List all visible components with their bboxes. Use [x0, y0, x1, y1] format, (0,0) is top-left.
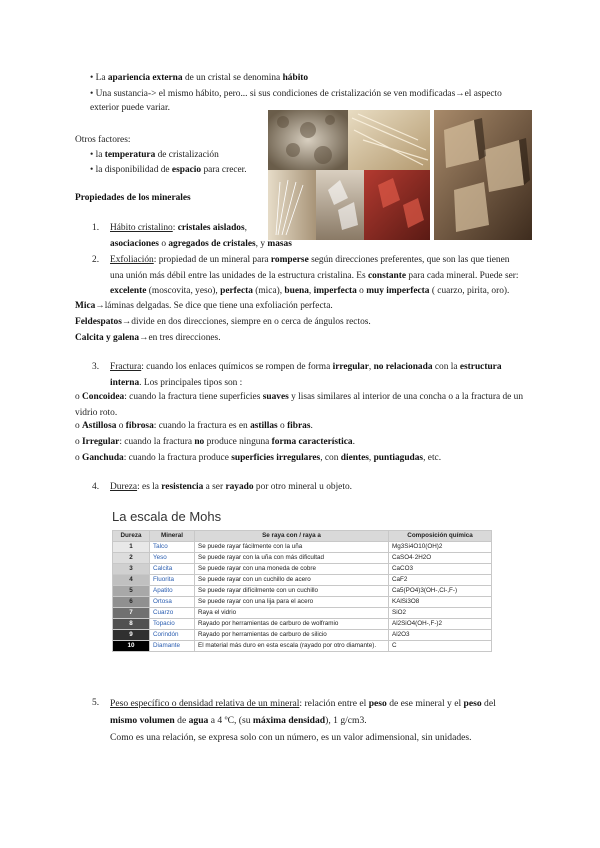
mohs-mineral: Calcita — [150, 563, 195, 574]
mohs-mineral: Talco — [150, 541, 195, 552]
item-3-number: 3. — [92, 362, 100, 372]
mohs-table — [112, 530, 492, 652]
mohs-dureza: 8 — [113, 618, 150, 629]
col-raya: Se raya con / raya a — [195, 530, 389, 541]
mohs-mineral: Corindón — [150, 629, 195, 640]
mohs-composicion: KAlSi3O8 — [389, 596, 492, 607]
mohs-mineral: Cuarzo — [150, 607, 195, 618]
item-4-dureza: Dureza: es la resistencia a ser rayado por otro mineral u objeto. — [110, 482, 352, 492]
mohs-row — [113, 629, 492, 640]
mohs-dureza: 6 — [113, 596, 150, 607]
mohs-row — [113, 640, 492, 651]
mohs-raya: Se puede rayar con una lija para el acero — [195, 596, 389, 607]
col-dureza: Dureza — [113, 530, 150, 541]
mohs-dureza: 7 — [113, 607, 150, 618]
mohs-raya: Se puede rayar con un cuchillo de acero — [195, 574, 389, 585]
mohs-composicion: CaF2 — [389, 574, 492, 585]
mohs-raya: Se puede rayar difícilmente con un cuchillo — [195, 585, 389, 596]
mohs-raya: Rayado por herramientas de carburo de wolframio — [195, 618, 389, 629]
col-mineral: Mineral — [150, 530, 195, 541]
mohs-row — [113, 585, 492, 596]
mineral-photo-collage — [268, 110, 430, 240]
mohs-dureza: 5 — [113, 585, 150, 596]
mohs-row — [113, 596, 492, 607]
mohs-row — [113, 618, 492, 629]
mohs-raya: El material más duro en esta escala (rayado por otro diamante). — [195, 640, 389, 651]
note-calcita: Calcita y galena→en tres direcciones. — [75, 333, 221, 343]
mohs-mineral: Diamante — [150, 640, 195, 651]
mohs-row — [113, 563, 492, 574]
mohs-composicion: C — [389, 640, 492, 651]
item-5-peso-especifico: Peso específico o densidad relativa de un mineral: relación entre el peso de ese mineral y el peso del mismo volumen de agua a 4 ºC, (su máxima densidad), 1 g/cm3. Como es una relación, se expresa solo con un número, es un valor adimensional, sin unidades. — [110, 698, 496, 743]
note-mica: Mica→láminas delgadas. Se dice que tiene una exfoliación perfecta. — [75, 301, 333, 311]
mohs-dureza: 3 — [113, 563, 150, 574]
mohs-raya: Se puede rayar fácilmente con la uña — [195, 541, 389, 552]
mohs-composicion: Ca5(PO4)3(OH-,Cl-,F-) — [389, 585, 492, 596]
mohs-figure — [112, 508, 492, 652]
item-1-habito: Hábito cristalino: cristales aislados, asociaciones o agregados de cristales, y masas — [110, 223, 292, 249]
fractura-irregular: o Irregular: cuando la fractura no produce ninguna forma característica. — [75, 437, 355, 447]
otros-item-temperatura: • la temperatura de cristalización — [90, 150, 219, 160]
mohs-composicion: Al2O3 — [389, 629, 492, 640]
section-title: Propiedades de los minerales — [75, 193, 191, 203]
mohs-composicion: Mg3Si4O10(OH)2 — [389, 541, 492, 552]
item-5-number: 5. — [92, 698, 100, 708]
mohs-dureza: 10 — [113, 640, 150, 651]
item-1-number: 1. — [92, 223, 100, 233]
mohs-composicion: CaSO4·2H2O — [389, 552, 492, 563]
fractura-ganchuda: o Ganchuda: cuando la fractura produce superficies irregulares, con dientes, puntiagudas, etc. — [75, 453, 442, 463]
mohs-composicion: CaCO3 — [389, 563, 492, 574]
mohs-row — [113, 541, 492, 552]
fractura-concoidea: o Concoidea: cuando la fractura tiene superficies suaves y lisas similares al interior de una concha o a la fractura de un vidrio roto. — [75, 392, 524, 418]
mohs-title: La escala de Mohs — [112, 509, 222, 524]
mineral-photo-crystals — [434, 110, 532, 240]
item-2-number: 2. — [92, 255, 100, 265]
mohs-raya: Se puede rayar con la uña con más dificultad — [195, 552, 389, 563]
mohs-mineral: Apatito — [150, 585, 195, 596]
mohs-row — [113, 607, 492, 618]
item-4-number: 4. — [92, 482, 100, 492]
mohs-raya: Se puede rayar con una moneda de cobre — [195, 563, 389, 574]
mohs-composicion: Al2SiO4(OH-,F-)2 — [389, 618, 492, 629]
otros-factores-heading: Otros factores: — [75, 135, 131, 145]
mohs-mineral: Topacio — [150, 618, 195, 629]
item-2-exfoliacion: Exfoliación: propiedad de un mineral para romperse según direcciones preferentes, que son las que tienen una unión más débil entre las unidades de la estructura cristalina. Es constante para cada mineral. Puede ser: excelente (moscovita, yeso), perfecta (mica), buena, imperfecta o muy imperfecta ( cuarzo, pirita, oro). — [110, 255, 519, 297]
mohs-mineral: Yeso — [150, 552, 195, 563]
mohs-dureza: 1 — [113, 541, 150, 552]
mohs-mineral: Ortosa — [150, 596, 195, 607]
mohs-dureza: 4 — [113, 574, 150, 585]
mohs-raya: Raya el vidrio — [195, 607, 389, 618]
bullet-habito: • La apariencia externa de un cristal se denomina hábito — [90, 73, 309, 83]
otros-item-espacio: • la disponibilidad de espacio para crecer. — [90, 165, 247, 175]
bullet-sustancia: • Una sustancia-> el mismo hábito, pero... si sus condiciones de cristalización se ven modificadas→el aspecto exterior puede variar. — [90, 89, 502, 113]
mohs-mineral: Fluorita — [150, 574, 195, 585]
mohs-dureza: 2 — [113, 552, 150, 563]
note-feldespatos: Feldespatos→divide en dos direcciones, siempre en o cerca de ángulos rectos. — [75, 317, 371, 327]
item-3-fractura: Fractura: cuando los enlaces químicos se rompen de forma irregular, no relacionada con la estructura interna. Los principales tipos son : — [110, 362, 502, 388]
col-composicion: Composición química — [389, 530, 492, 541]
mohs-row — [113, 552, 492, 563]
mohs-header-row — [113, 530, 492, 541]
fractura-astillosa: o Astillosa o fibrosa: cuando la fractura es en astillas o fibras. — [75, 421, 313, 431]
mohs-row — [113, 574, 492, 585]
mohs-composicion: SiO2 — [389, 607, 492, 618]
mohs-dureza: 9 — [113, 629, 150, 640]
mohs-raya: Rayado por herramientas de carburo de silicio — [195, 629, 389, 640]
